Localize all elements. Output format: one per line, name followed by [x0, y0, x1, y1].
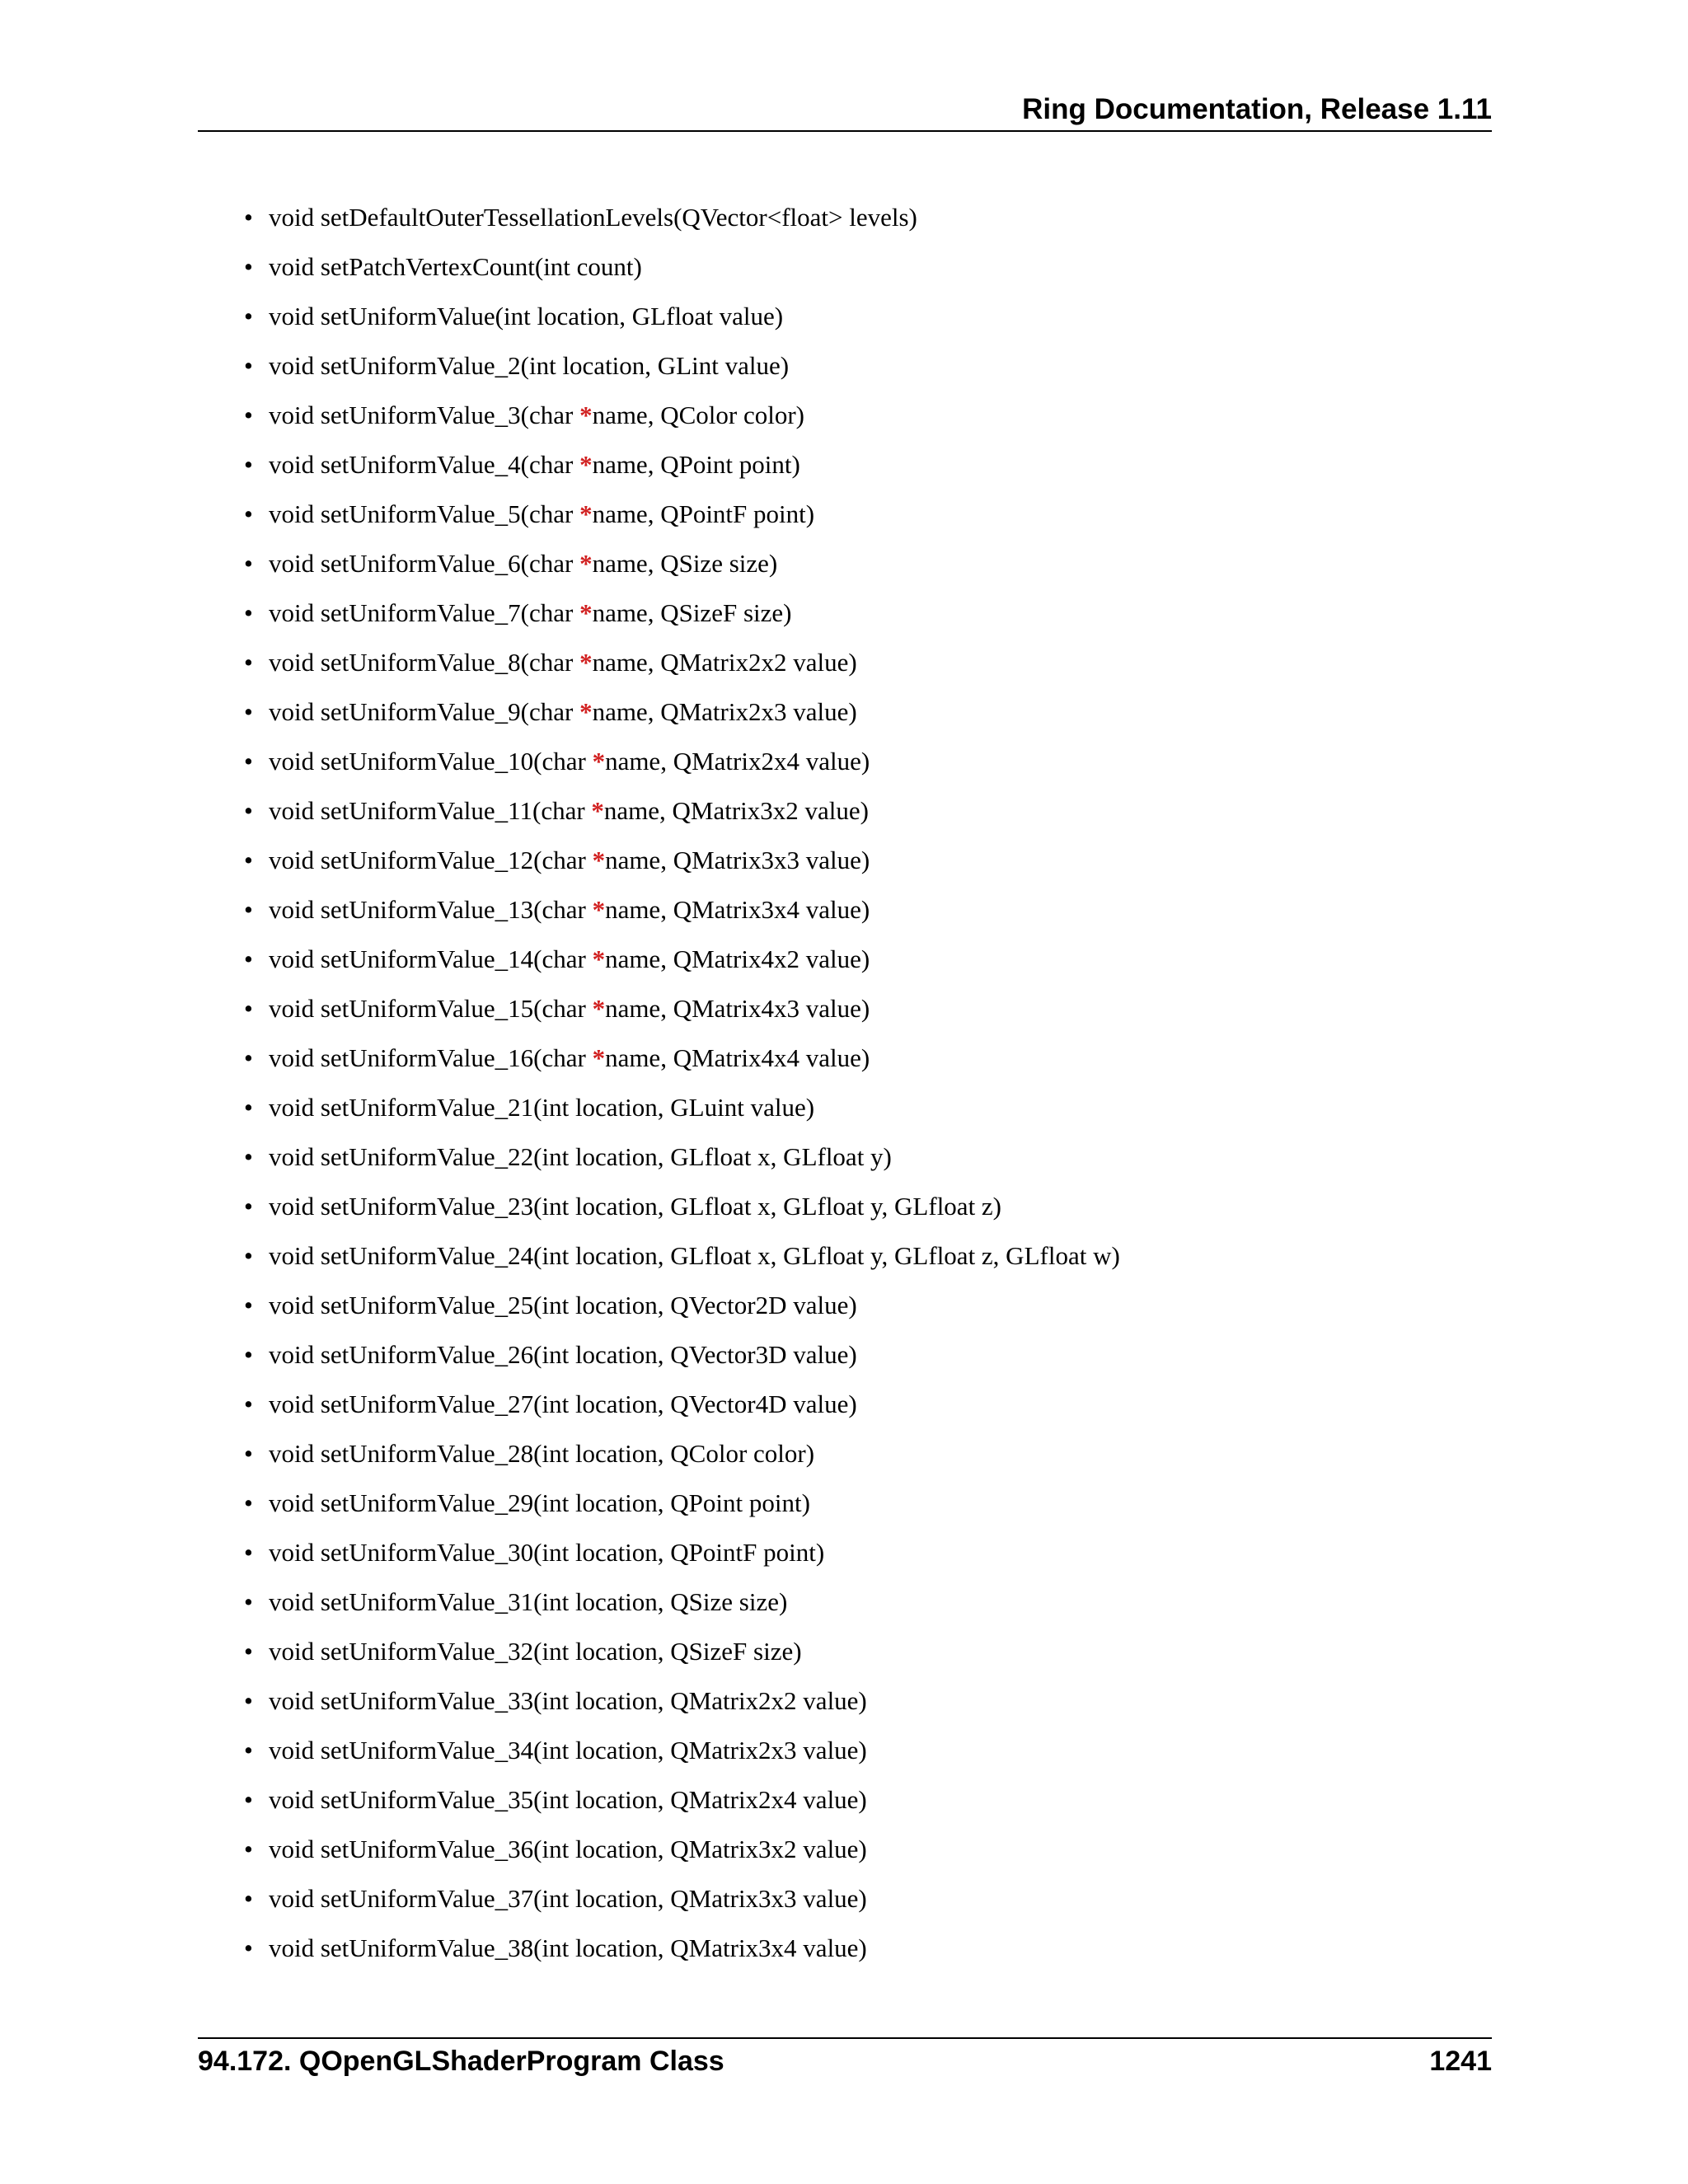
pointer-star: * — [592, 1043, 606, 1072]
list-item — [244, 839, 1120, 888]
bullet-icon: • — [244, 1291, 253, 1319]
bullet-icon: • — [244, 252, 253, 281]
list-item — [244, 1828, 1120, 1877]
list-item — [244, 1185, 1120, 1235]
list-item — [244, 1680, 1120, 1729]
signature-end: name, QPoint point) — [592, 450, 800, 479]
list-item — [244, 1086, 1120, 1136]
list-item — [244, 1136, 1120, 1185]
bullet-icon: • — [244, 895, 253, 924]
bullet-icon: • — [244, 796, 253, 825]
list-item — [244, 443, 1120, 493]
method-signature — [269, 691, 857, 733]
list-item — [244, 295, 1120, 344]
signature-start: void setUniformValue_24(int location, GLfloat x, GLfloat y, GLfloat z, GLfloat w) — [269, 1241, 1120, 1270]
bullet-icon: • — [244, 1785, 253, 1814]
list-item — [244, 1877, 1120, 1927]
method-signature — [269, 1680, 867, 1722]
list-item — [244, 1630, 1120, 1680]
signature-start: void setUniformValue_13(char — [269, 895, 593, 924]
list-item — [244, 888, 1120, 938]
method-signature — [269, 641, 857, 684]
list-item — [244, 542, 1120, 592]
list-item — [244, 1581, 1120, 1630]
list-item — [244, 1037, 1120, 1086]
list-item — [244, 493, 1120, 542]
method-signature — [269, 1877, 867, 1920]
signature-start: void setUniformValue_23(int location, GLfloat x, GLfloat y, GLfloat z) — [269, 1192, 1002, 1221]
list-item — [244, 592, 1120, 641]
signature-start: void setUniformValue_36(int location, QMatrix3x2 value) — [269, 1835, 867, 1863]
pointer-star: * — [579, 648, 593, 677]
list-item — [244, 1235, 1120, 1284]
bullet-icon: • — [244, 1340, 253, 1369]
list-item — [244, 394, 1120, 443]
method-signature — [269, 790, 869, 832]
signature-start: void setUniformValue_35(int location, QMatrix2x4 value) — [269, 1785, 867, 1814]
signature-start: void setUniformValue_34(int location, QMatrix2x3 value) — [269, 1736, 867, 1765]
bullet-icon: • — [244, 549, 253, 578]
bullet-icon: • — [244, 747, 253, 776]
list-item — [244, 1531, 1120, 1581]
bullet-icon: • — [244, 1192, 253, 1221]
list-item — [244, 1284, 1120, 1333]
pointer-star: * — [592, 747, 606, 776]
list-item — [244, 641, 1120, 691]
list-item — [244, 1482, 1120, 1531]
bullet-icon: • — [244, 499, 253, 528]
signature-start: void setUniformValue_8(char — [269, 648, 580, 677]
bullet-icon: • — [244, 203, 253, 232]
bullet-icon: • — [244, 1736, 253, 1765]
list-item — [244, 987, 1120, 1037]
signature-end: name, QMatrix2x2 value) — [592, 648, 857, 677]
method-signature — [269, 1581, 787, 1624]
signature-start: void setUniformValue_16(char — [269, 1043, 593, 1072]
signature-start: void setUniformValue(int location, GLfloat value) — [269, 302, 784, 330]
signature-end: name, QMatrix4x4 value) — [605, 1043, 870, 1072]
bullet-icon: • — [244, 1538, 253, 1567]
signature-start: void setUniformValue_32(int location, QSizeF size) — [269, 1637, 802, 1666]
method-signature — [269, 542, 777, 585]
method-signature — [269, 1284, 857, 1327]
signature-start: void setUniformValue_28(int location, QColor color) — [269, 1439, 815, 1468]
bullet-icon: • — [244, 1043, 253, 1072]
method-signature — [269, 344, 789, 387]
signature-start: void setUniformValue_11(char — [269, 796, 592, 825]
list-item — [244, 196, 1120, 246]
pointer-star: * — [579, 499, 593, 528]
list-item — [244, 1927, 1120, 1976]
footer-rule — [198, 2037, 1492, 2039]
pointer-star: * — [592, 994, 606, 1023]
bullet-icon: • — [244, 1933, 253, 1962]
bullet-icon: • — [244, 1587, 253, 1616]
signature-end: name, QMatrix4x3 value) — [605, 994, 870, 1023]
footer-page-number: 1241 — [1429, 2046, 1492, 2077]
footer-section-title: 94.172. QOpenGLShaderProgram Class — [198, 2046, 724, 2077]
signature-start: void setUniformValue_30(int location, QPointF point) — [269, 1538, 825, 1567]
signature-end: name, QMatrix3x4 value) — [605, 895, 870, 924]
signature-end: name, QMatrix3x2 value) — [603, 796, 870, 825]
pointer-star: * — [579, 697, 593, 726]
method-signature — [269, 246, 642, 288]
list-item — [244, 246, 1120, 295]
method-signature — [269, 1432, 814, 1475]
signature-start: void setPatchVertexCount(int count) — [269, 252, 642, 281]
signature-start: void setUniformValue_9(char — [269, 697, 580, 726]
list-item — [244, 790, 1120, 839]
pointer-star: * — [579, 598, 593, 627]
signature-start: void setUniformValue_27(int location, QVector4D value) — [269, 1390, 857, 1418]
bullet-icon: • — [244, 1686, 253, 1715]
signature-start: void setUniformValue_7(char — [269, 598, 580, 627]
pointer-star: * — [592, 895, 606, 924]
method-list — [244, 196, 1120, 1976]
bullet-icon: • — [244, 1142, 253, 1171]
list-item — [244, 740, 1120, 790]
bullet-icon: • — [244, 1439, 253, 1468]
signature-end: name, QMatrix4x2 value) — [605, 944, 870, 973]
bullet-icon: • — [244, 648, 253, 677]
signature-end: name, QPointF point) — [592, 499, 815, 528]
method-signature — [269, 1333, 857, 1376]
method-signature — [269, 443, 800, 486]
method-signature — [269, 493, 814, 536]
pointer-star: * — [579, 450, 593, 479]
page-footer — [198, 2041, 1492, 2082]
list-item — [244, 938, 1120, 987]
method-signature — [269, 1531, 824, 1574]
bullet-icon: • — [244, 994, 253, 1023]
bullet-icon: • — [244, 944, 253, 973]
pointer-star: * — [579, 401, 593, 429]
list-item — [244, 1432, 1120, 1482]
pointer-star: * — [591, 796, 604, 825]
method-signature — [269, 1630, 802, 1673]
method-signature — [269, 1185, 1001, 1228]
signature-start: void setUniformValue_2(int location, GLint value) — [269, 351, 790, 380]
pointer-star: * — [579, 549, 593, 578]
method-signature — [269, 1383, 857, 1426]
signature-end: name, QMatrix2x3 value) — [592, 697, 857, 726]
method-signature — [269, 888, 870, 931]
bullet-icon: • — [244, 450, 253, 479]
bullet-icon: • — [244, 1835, 253, 1863]
bullet-icon: • — [244, 1884, 253, 1913]
signature-start: void setDefaultOuterTessellationLevels(QVector<float> levels) — [269, 203, 917, 232]
method-signature — [269, 592, 791, 635]
bullet-icon: • — [244, 1241, 253, 1270]
list-item — [244, 344, 1120, 394]
method-signature — [269, 987, 870, 1030]
bullet-icon: • — [244, 1488, 253, 1517]
signature-start: void setUniformValue_37(int location, QMatrix3x3 value) — [269, 1884, 867, 1913]
method-signature — [269, 1779, 867, 1821]
method-signature — [269, 295, 783, 338]
method-signature — [269, 1235, 1120, 1277]
bullet-icon: • — [244, 1637, 253, 1666]
signature-start: void setUniformValue_14(char — [269, 944, 593, 973]
signature-end: name, QMatrix3x3 value) — [605, 846, 870, 874]
signature-start: void setUniformValue_38(int location, QMatrix3x4 value) — [269, 1933, 867, 1962]
bullet-icon: • — [244, 846, 253, 874]
signature-end: name, QColor color) — [592, 401, 804, 429]
pointer-star: * — [592, 944, 606, 973]
method-signature — [269, 1037, 870, 1080]
signature-start: void setUniformValue_12(char — [269, 846, 593, 874]
list-item — [244, 1383, 1120, 1432]
signature-start: void setUniformValue_25(int location, QVector2D value) — [269, 1291, 857, 1319]
method-signature — [269, 394, 804, 437]
signature-start: void setUniformValue_5(char — [269, 499, 580, 528]
signature-end: name, QSize size) — [592, 549, 778, 578]
method-signature — [269, 839, 870, 882]
signature-start: void setUniformValue_21(int location, GLuint value) — [269, 1093, 815, 1122]
method-signature — [269, 1927, 867, 1970]
method-signature — [269, 196, 917, 239]
bullet-icon: • — [244, 598, 253, 627]
page-header-title: Ring Documentation, Release 1.11 — [1022, 93, 1492, 125]
method-signature — [269, 1136, 892, 1179]
bullet-icon: • — [244, 697, 253, 726]
signature-start: void setUniformValue_33(int location, QMatrix2x2 value) — [269, 1686, 867, 1715]
header-rule — [198, 130, 1492, 132]
signature-start: void setUniformValue_15(char — [269, 994, 593, 1023]
method-signature — [269, 1729, 867, 1772]
method-signature — [269, 740, 870, 783]
signature-end: name, QMatrix2x4 value) — [605, 747, 870, 776]
signature-start: void setUniformValue_10(char — [269, 747, 593, 776]
bullet-icon: • — [244, 302, 253, 330]
signature-start: void setUniformValue_26(int location, QVector3D value) — [269, 1340, 857, 1369]
signature-start: void setUniformValue_3(char — [269, 401, 580, 429]
method-signature — [269, 1482, 810, 1525]
signature-start: void setUniformValue_4(char — [269, 450, 580, 479]
list-item — [244, 691, 1120, 740]
method-signature — [269, 938, 870, 981]
list-item — [244, 1779, 1120, 1828]
pointer-star: * — [592, 846, 606, 874]
signature-end: name, QSizeF size) — [592, 598, 792, 627]
signature-start: void setUniformValue_29(int location, QPoint point) — [269, 1488, 810, 1517]
method-signature — [269, 1086, 814, 1129]
bullet-icon: • — [244, 401, 253, 429]
bullet-icon: • — [244, 1390, 253, 1418]
signature-start: void setUniformValue_6(char — [269, 549, 580, 578]
list-item — [244, 1729, 1120, 1779]
signature-start: void setUniformValue_31(int location, QSize size) — [269, 1587, 788, 1616]
bullet-icon: • — [244, 351, 253, 380]
signature-start: void setUniformValue_22(int location, GLfloat x, GLfloat y) — [269, 1142, 892, 1171]
list-item — [244, 1333, 1120, 1383]
method-signature — [269, 1828, 867, 1871]
bullet-icon: • — [244, 1093, 253, 1122]
